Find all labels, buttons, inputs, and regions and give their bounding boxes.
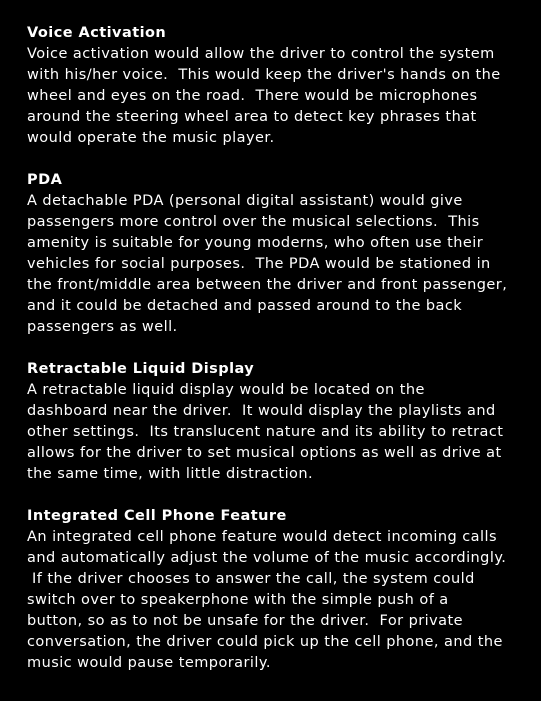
text-line: dashboard near the driver. It would display the playlists and [27,403,496,419]
text-line: Voice activation would allow the driver to control the system [27,46,495,62]
text-line: If the driver chooses to answer the call, the system could [27,571,475,587]
text-line: amenity is suitable for young moderns, who often use their [27,235,484,251]
text-line: A retractable liquid display would be located on the [27,382,425,398]
section-heading: Integrated Cell Phone Feature [27,508,287,524]
text-line: button, so as to not be unsafe for the driver. For private [27,613,464,629]
text-line: passengers more control over the musical selections. This [27,214,480,230]
text-line: the front/middle area between the driver and front passenger, [27,277,508,293]
section-heading: Voice Activation [27,25,167,41]
section-body [27,44,517,149]
text-line: allows for the driver to set musical options as well as drive at [27,445,502,461]
section-body [27,527,517,674]
text-line: A detachable PDA (personal digital assistant) would give [27,193,463,209]
document-body [27,23,517,695]
section-pda [27,170,517,338]
text-line: passengers as well. [27,319,178,335]
text-line: vehicles for social purposes. The PDA would be stationed in [27,256,491,272]
text-line: the same time, with little distraction. [27,466,314,482]
text-line: would operate the music player. [27,130,275,146]
text-line: with his/her voice. This would keep the driver's hands on the [27,67,501,83]
section-retractable-liquid-display [27,359,517,485]
section-heading: PDA [27,172,63,188]
text-line: music would pause temporarily. [27,655,271,671]
section-voice-activation [27,23,517,149]
text-line: and it could be detached and passed around to the back [27,298,463,314]
text-line: switch over to speakerphone with the simple push of a [27,592,449,608]
text-line: An integrated cell phone feature would detect incoming calls [27,529,497,545]
section-heading: Retractable Liquid Display [27,361,255,377]
text-line: around the steering wheel area to detect key phrases that [27,109,477,125]
text-line: conversation, the driver could pick up the cell phone, and the [27,634,503,650]
section-integrated-cell-phone [27,506,517,674]
text-line: and automatically adjust the volume of the music accordingly. [27,550,507,566]
text-line: wheel and eyes on the road. There would be microphones [27,88,478,104]
text-line: other settings. Its translucent nature and its ability to retract [27,424,504,440]
section-body [27,380,517,485]
section-body [27,191,517,338]
